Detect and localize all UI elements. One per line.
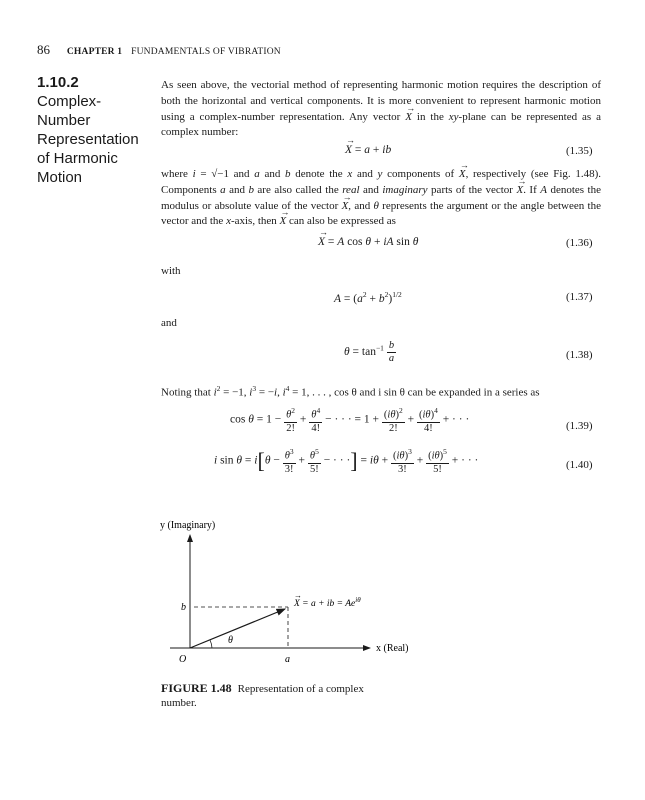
section-title-line: Complex- — [37, 93, 102, 110]
chapter-title: FUNDAMENTALS OF VIBRATION — [131, 47, 281, 57]
section-title-line: Representation — [37, 131, 139, 148]
paragraph-noting: Noting that $i^2 = -1$, $i^3 = -i$, $i^4 = 1$, . . . , cos θ and i sin θ can be expanded in a series as — [161, 384, 540, 399]
origin-label: O — [179, 654, 187, 665]
equation-number: (1.37) — [566, 291, 593, 303]
equation-number: (1.40) — [566, 459, 593, 471]
theta-label: θ — [228, 635, 233, 646]
caption-label: FIGURE 1.48 — [161, 681, 232, 695]
x-axis-label: x (Real) — [376, 643, 409, 654]
page-number: 86 — [37, 42, 50, 57]
word-and: and — [161, 317, 177, 329]
equation-number: (1.36) — [566, 237, 593, 249]
section-title-line: of Harmonic — [37, 150, 118, 167]
section-title — [37, 92, 152, 187]
vector-label: X = a + ib = $Ae^{i\theta}$ — [294, 596, 361, 609]
equation-1-35: → X = a + ib — [345, 144, 391, 156]
section-title-line: Motion — [37, 169, 83, 186]
angle-arc — [210, 640, 212, 648]
figure-complex-plane — [150, 510, 450, 670]
noting-post: cos θ and i sin θ can be expanded in a series as — [334, 386, 540, 399]
a-label: a — [285, 654, 290, 665]
equation-1-40: i sin θ = i[θ − $\frac{\theta^3}{3!}$ + $\frac{\theta^5}{5!}$ − · · ·] = iθ + $\frac{(i\theta)^3}{3!}$ + $\frac{(i\theta)^5}{5!}$ + · · · — [214, 447, 479, 475]
section-title-line: Number — [37, 112, 91, 129]
equation-1-39: cos θ = 1 − $\frac{\theta^2}{2!}$ + $\frac{\theta^4}{4!}$ − · · · = 1 + $\frac{(i\theta)^2}{2!}$ + $\frac{(i\theta)^4}{4!}$ + · · · — [230, 406, 470, 434]
b-label: b — [181, 602, 186, 613]
equation-number: (1.39) — [566, 420, 593, 432]
equation-1-36: → X = A cos θ + iA sin θ — [318, 236, 418, 248]
caption-text: Representation of a complex number. — [161, 683, 364, 709]
figure-caption — [161, 681, 401, 710]
paragraph-intro: As seen above, the vectorial method of representing harmonic motion requires the description of both the horizontal and vertical components. It is more convenient to represent harmonic motion using a complex-number representation. Any vector → X in the xy-plane can be represented as a complex number: — [161, 78, 601, 141]
y-axis-label: y (Imaginary) — [160, 520, 216, 531]
equation-number: (1.38) — [566, 349, 593, 361]
chapter-label: CHAPTER 1 — [66, 47, 123, 57]
equation-1-37: $A = (a^2 + b^2)^{1/2}$ — [334, 290, 402, 305]
noting-pre: Noting that — [161, 386, 211, 399]
paragraph-definition: where i = √−1 and a and b denote the x and y components of → X, respectively (see Fig. 1.48). Components a and b are also called the real and imaginary parts of the vector → X. If A denotes the modulus or absolute value of the vector → X, and θ represents the argument or the angle between the vector and the x-axis, then → X can also be expressed as — [161, 167, 601, 230]
vector-arrow-glyph: → — [294, 591, 302, 600]
equation-number: (1.35) — [566, 145, 593, 157]
complex-vector — [190, 609, 285, 648]
equation-1-38: $\theta = \tan^{-1}$ $\frac{b}{a}$ — [344, 340, 395, 364]
section-number: 1.10.2 — [37, 74, 79, 91]
running-head — [37, 42, 281, 58]
word-with: with — [161, 265, 181, 277]
